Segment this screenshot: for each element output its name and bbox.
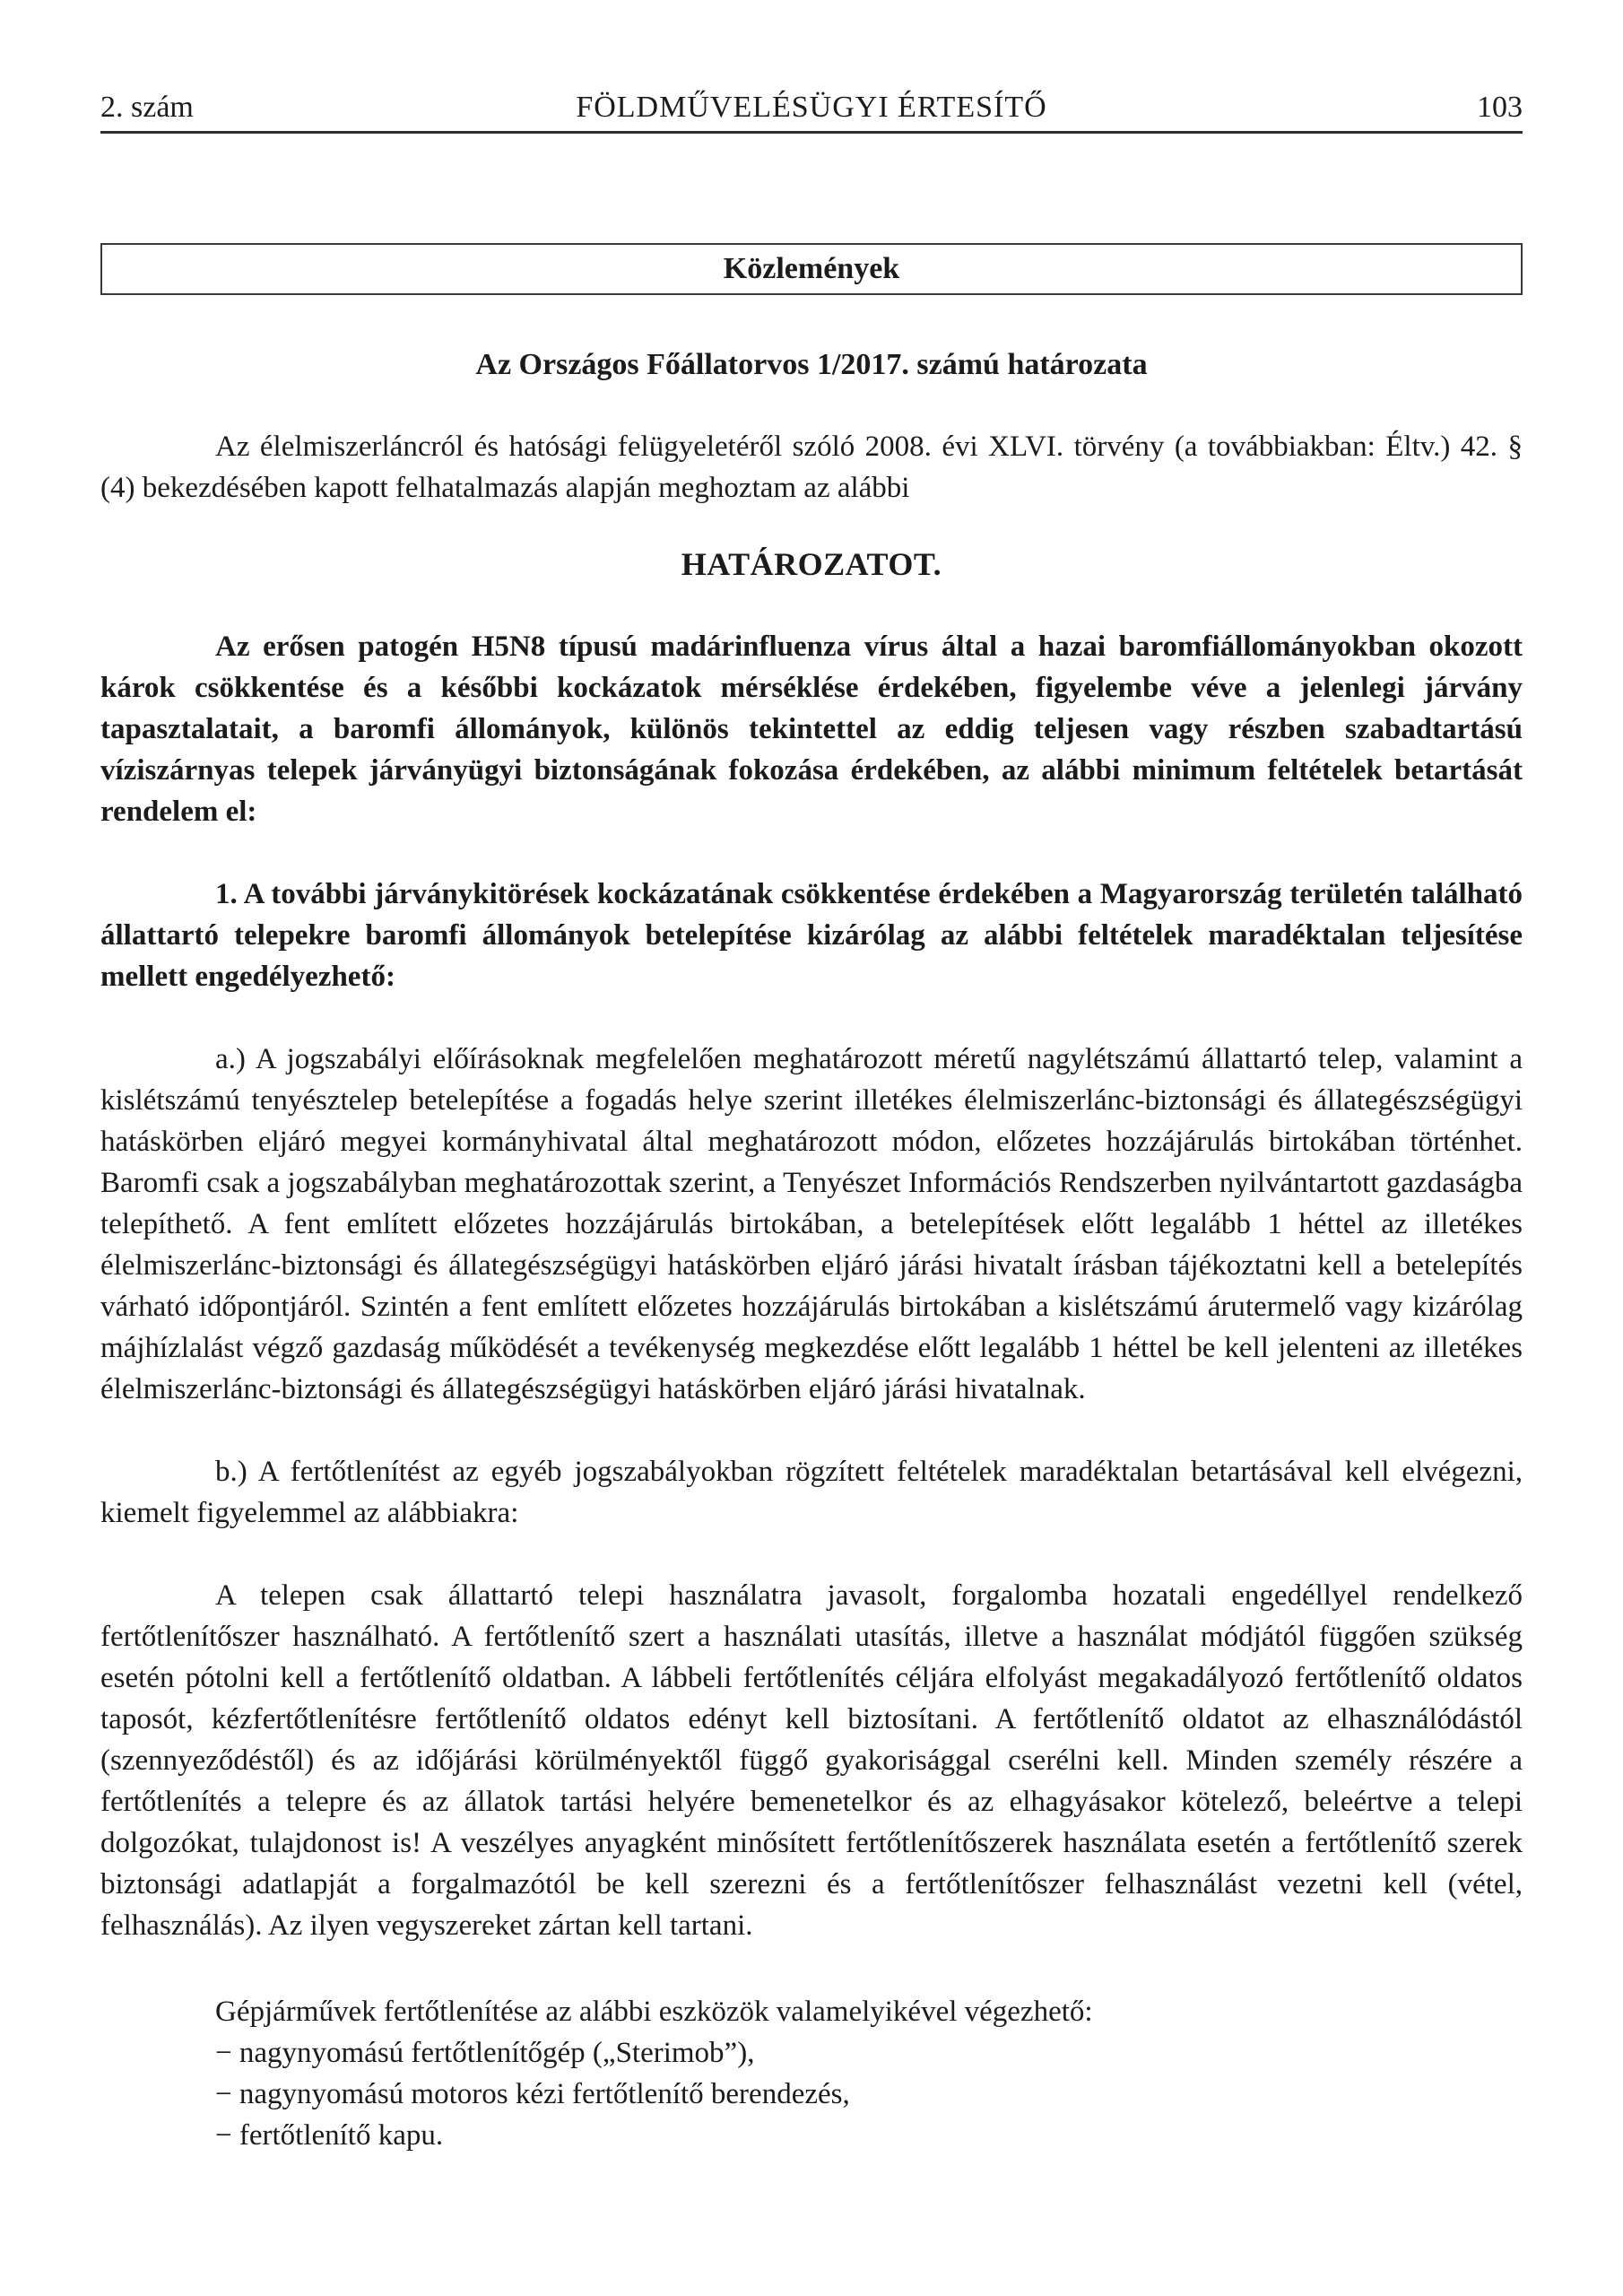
section-box-label: Közlemények (723, 252, 900, 286)
point-1-paragraph: 1. A további járványkitörések kockázatának csökkentése érdekében a Magyarország területén található állattartó telepekre baromfi állományok betelepítése kizárólag az alábbi feltételek maradéktalan teljesítése mellett engedélyezhető: (100, 878, 1523, 994)
list-item: − nagynyomású motoros kézi fertőtlenítő berendezés, (215, 2078, 850, 2111)
disinfection-paragraph: A telepen csak állattartó telepi használatra javasolt, forgalomba hozatali engedéllyel rendelkező fertőtlenítőszer használható. A fertőtlenítő szert a használati utasítás, illetve a használat módjától függően szükség esetén pótolni kell a fertőtlenítő oldatban. A lábbeli fertőtlenítés céljára elfolyást megakadályozó fertőtlenítő oldatos taposót, kézfertőtlenítésre fertőtlenítő oldatos edényt kell biztosítani. A fertőtlenítő oldatot az elhasználódástól (szennyeződéstől) és az időjárási körülményektől függő gyakorisággal cserélni kell. Minden személy részére a fertőtlenítés a telepre és az állatok tartási helyére bemenetelkor és az elhagyásakor kötelező, beleértve a telepi dolgozókat, tulajdonost is! A veszélyes anyagként minősített fertőtlenítőszerek használata esetén a fertőtlenítő szerek biztonsági adatlapját a forgalmazótól be kell szerezni és a fertőtlenítőszer felhasználást vezetni kell (vétel, felhasználás). Az ilyen vegyszereket zártan kell tartani. (100, 1579, 1523, 1943)
decree-title: Az Országos Főállatorvos 1/2017. számú határozata (475, 348, 1148, 382)
point-a-paragraph: a.) A jogszabályi előírásoknak megfelelően meghatározott méretű nagylétszámú állattartó telep, valamint a kislétszámú tenyésztelep betelepítése a fogadás helye szerint illetékes élelmiszerlánc-biztonsági és állategészségügyi hatáskörben eljáró megyei kormányhivatal által meghatározott módon, előzetes hozzájárulás birtokában történhet. Baromfi csak a jogszabályban meghatározottak szerint, a Tenyészet Információs Rendszerben nyilvántartott gazdaságba telepíthető. A fent említett előzetes hozzájárulás birtokában, a betelepítések előtt legalább 1 héttel az illetékes élelmiszerlánc-biztonsági és állategészségügyi hatáskörben eljáró járási hivatalt írásban tájékoztatni kell a betelepítés várható időpontjáról. Szintén a fent említett előzetes hozzájárulás birtokában a kislétszámú árutermelő vagy kizárólag májhízlalást végző gazdaság működését a tevékenység megkezdése előtt legalább 1 héttel be kell jelenteni az illetékes élelmiszerlánc-biztonsági és állategészségügyi hatáskörben eljáró járási hivatalnak. (100, 1043, 1523, 1406)
page-header (100, 90, 1523, 134)
list-item: − fertőtlenítő kapu. (215, 2119, 444, 2152)
intro-paragraph: Az élelmiszerláncról és hatósági felügyeletéről szóló 2008. évi XLVI. törvény (a továbbiakban: Éltv.) 42. § (4) bekezdésében kapott felhatalmazás alapján meghoztam az alábbi (100, 430, 1523, 505)
header-journal-title: FÖLDMŰVELÉSÜGYI ÉRTESÍTŐ (576, 91, 1047, 124)
vehicle-method-list (100, 2032, 1523, 2156)
decision-heading: HATÁROZATOT. (681, 546, 942, 583)
vehicles-intro-line: Gépjárművek fertőtlenítése az alábbi eszközök valamelyikével végezhető: (215, 1996, 1093, 2029)
header-issue-number: 2. szám (100, 91, 194, 124)
point-b-paragraph: b.) A fertőtlenítést az egyéb jogszabályokban rögzített feltételek maradéktalan betartásával kell elvégezni, kiemelt figyelemmel az alábbiakra: (100, 1456, 1523, 1530)
header-page-number: 103 (1477, 91, 1523, 124)
preamble-paragraph: Az erősen patogén H5N8 típusú madárinfluenza vírus által a hazai baromfiállományokban okozott károk csökkentése és a későbbi kockázatok mérséklése érdekében, figyelembe véve a jelenlegi járvány tapasztalatait, a baromfi állományok, különös tekintettel az eddig teljesen vagy részben szabadtartású víziszárnyas telepek járványügyi biztonságának fokozása érdekében, az alábbi minimum feltételek betartását rendelem el: (100, 631, 1523, 829)
section-title-box (100, 243, 1523, 295)
list-item: − nagynyomású fertőtlenítőgép („Sterimob”), (215, 2037, 755, 2070)
